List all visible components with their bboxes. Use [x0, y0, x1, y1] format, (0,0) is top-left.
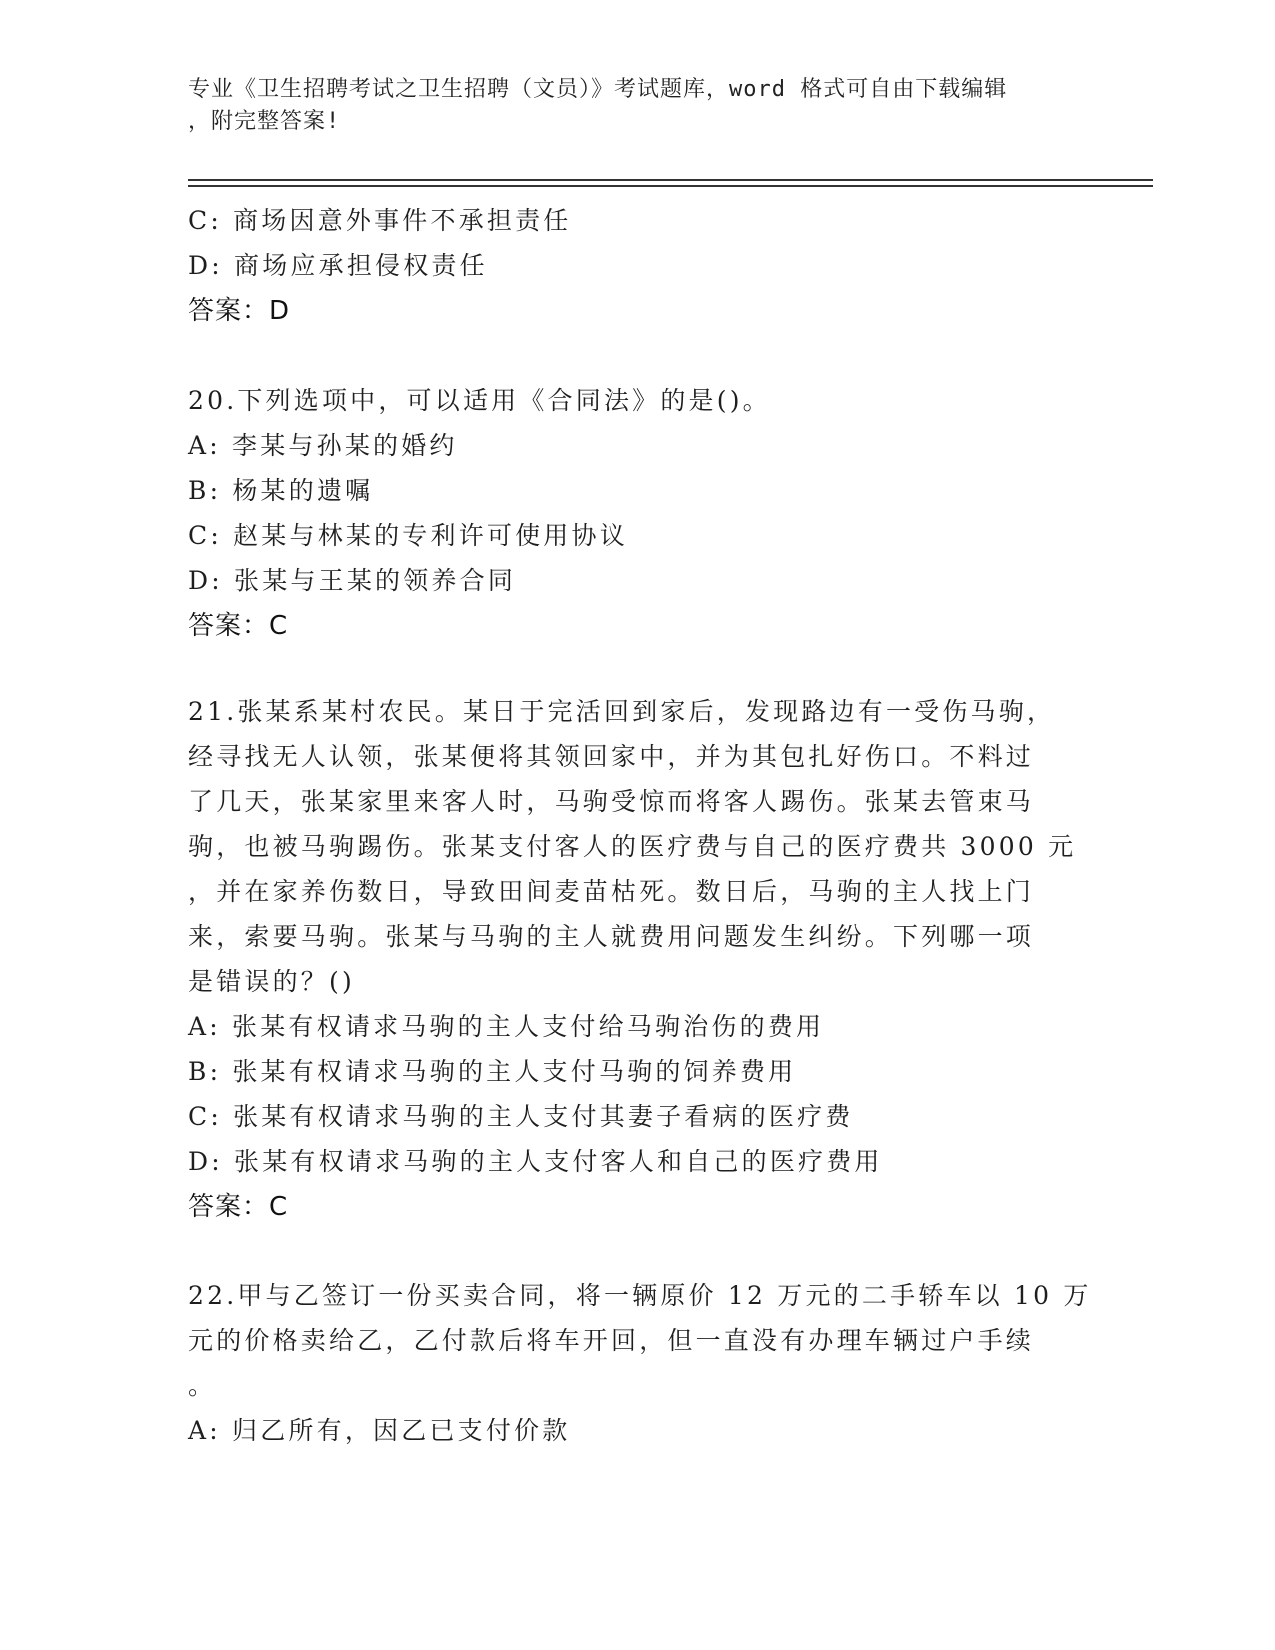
header-divider-top — [188, 179, 1153, 181]
q19-option-c: C: 商场因意外事件不承担责任 — [188, 206, 572, 235]
q22-option-a: A: 归乙所有，因乙已支付价款 — [188, 1416, 571, 1445]
q20-stem: 20.下列选项中，可以适用《合同法》的是()。 — [188, 386, 771, 415]
q19-answer: 答案：D — [188, 296, 291, 326]
q20-option-d: D: 张某与王某的领养合同 — [188, 566, 517, 595]
q21-stem-line-4: 驹，也被马驹踢伤。张某支付客人的医疗费与自己的医疗费共 3000 元 — [188, 832, 1077, 861]
q21-stem-line-6: 来，索要马驹。张某与马驹的主人就费用问题发生纠纷。下列哪一项 — [188, 922, 1035, 951]
q21-option-c: C: 张某有权请求马驹的主人支付其妻子看病的医疗费 — [188, 1102, 854, 1131]
q20-answer: 答案：C — [188, 611, 289, 641]
header-title-line-1: 专业《卫生招聘考试之卫生招聘（文员）》考试题库，word 格式可自由下载编辑 — [188, 77, 1008, 102]
q21-stem-line-7: 是错误的？() — [188, 967, 355, 996]
q21-stem-line-5: ，并在家养伤数日，导致田间麦苗枯死。数日后，马驹的主人找上门 — [188, 877, 1035, 906]
q22-stem-line-3: 。 — [188, 1371, 217, 1400]
document-header — [188, 74, 1068, 138]
q19-option-d: D: 商场应承担侵权责任 — [188, 251, 488, 280]
q20-option-a: A: 李某与孙某的婚约 — [188, 431, 458, 460]
q20-option-b: B: 杨某的遗嘱 — [188, 476, 374, 505]
q22-stem-line-2: 元的价格卖给乙，乙付款后将车开回，但一直没有办理车辆过户手续 — [188, 1326, 1035, 1355]
q20-option-c: C: 赵某与林某的专利许可使用协议 — [188, 521, 628, 550]
header-title-line-2: ，附完整答案! — [188, 109, 341, 134]
q22-stem-line-1: 22.甲与乙签订一份买卖合同，将一辆原价 12 万元的二手轿车以 10 万 — [188, 1281, 1092, 1310]
q21-option-b: B: 张某有权请求马驹的主人支付马驹的饲养费用 — [188, 1057, 797, 1086]
q21-option-a: A: 张某有权请求马驹的主人支付给马驹治伤的费用 — [188, 1012, 825, 1041]
q21-stem-line-2: 经寻找无人认领，张某便将其领回家中，并为其包扎好伤口。不料过 — [188, 742, 1035, 771]
q21-option-d: D: 张某有权请求马驹的主人支付客人和自己的医疗费用 — [188, 1147, 883, 1176]
q21-stem-line-1: 21.张某系某村农民。某日于完活回到家后，发现路边有一受伤马驹， — [188, 697, 1056, 726]
header-divider-bottom — [188, 185, 1153, 187]
q21-stem-line-3: 了几天，张某家里来客人时，马驹受惊而将客人踢伤。张某去管束马 — [188, 787, 1035, 816]
q21-answer: 答案：C — [188, 1192, 289, 1222]
